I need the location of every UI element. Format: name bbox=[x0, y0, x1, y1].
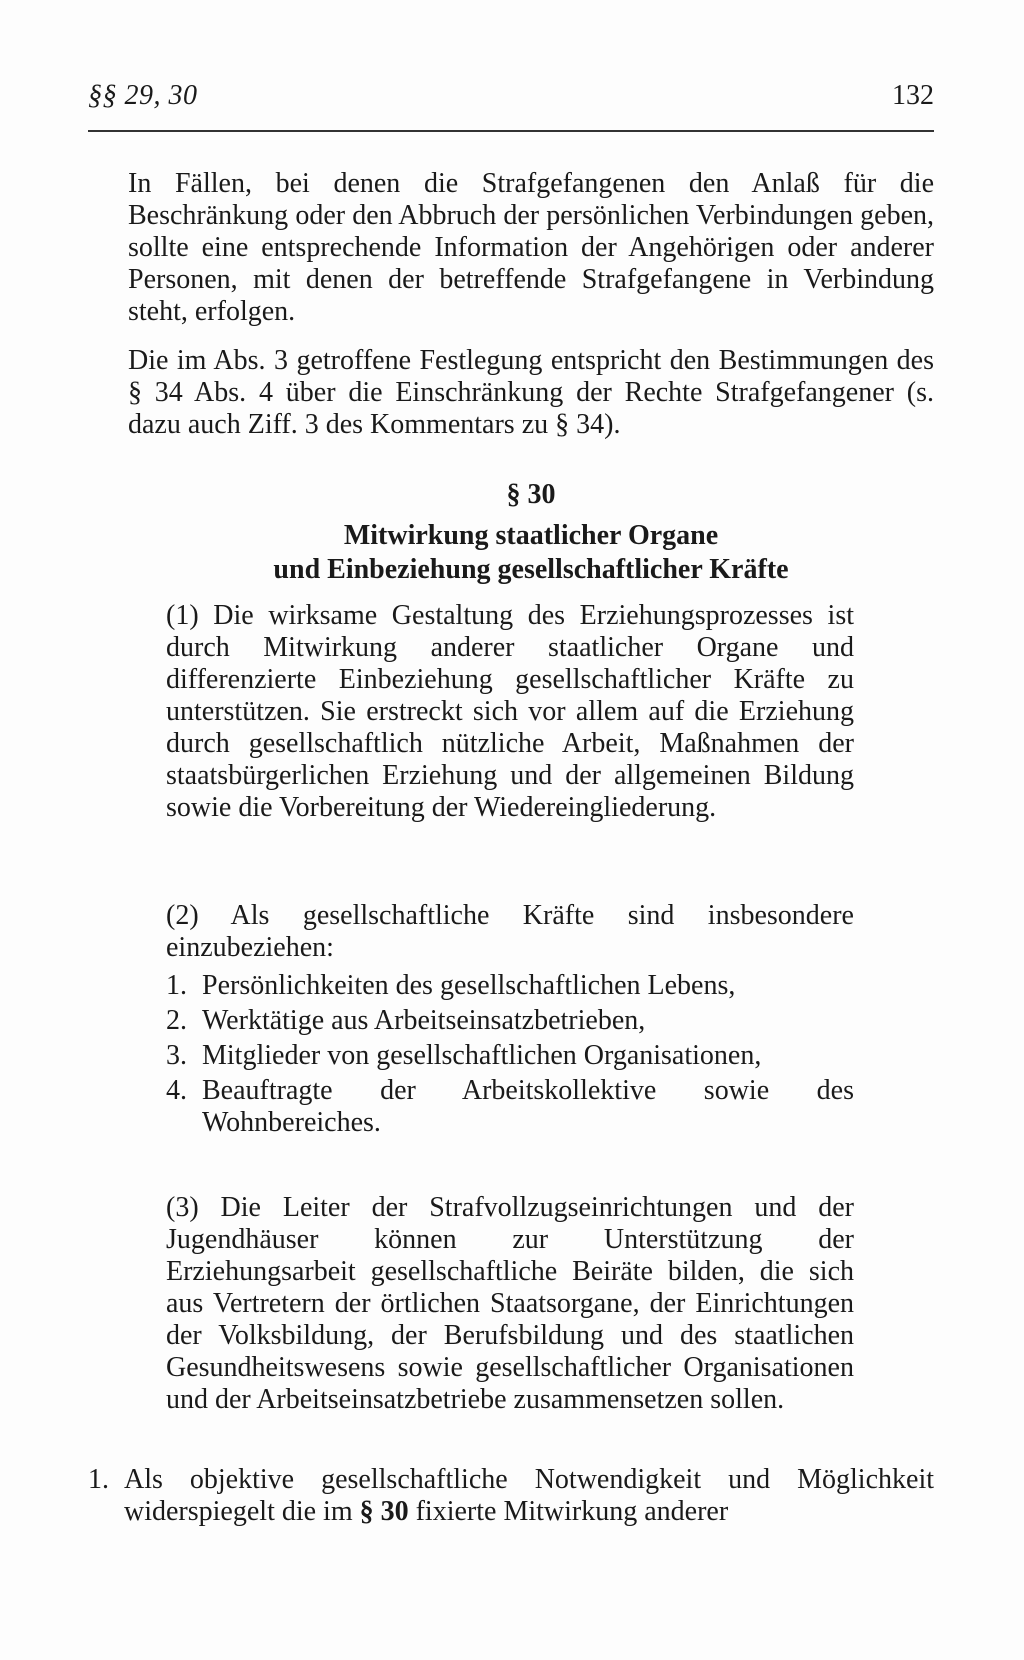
list-item bbox=[166, 1040, 854, 1072]
commentary-text-start: Als objektive gesellschaftliche Notwendigkeit und Möglichkeit widerspiegelt die im bbox=[124, 1464, 934, 1527]
list-item bbox=[166, 1075, 854, 1139]
header-divider bbox=[88, 130, 934, 132]
list-item bbox=[166, 970, 854, 1002]
paragraph-intro: In Fällen, bei denen die Strafgefangenen den Anlaß für die Beschränkung oder den Abbruch der persönlichen Verbindungen geben, sollte eine entsprechende Information der Angehörigen oder anderer Personen, mit denen der betreffende Strafgefangene in Verbindung steht, erfolgen. bbox=[128, 168, 934, 327]
commentary-item bbox=[88, 1464, 934, 1528]
paragraph-reference: Die im Abs. 3 getroffene Festlegung entspricht den Bestimmungen des § 34 Abs. 4 über die Einschränkung der Rechte Strafgefangener (s. dazu auch Ziff. 3 des Kommentars zu § 34). bbox=[128, 345, 934, 440]
section-title-line-2: und Einbeziehung gesellschaftlicher Kräfte bbox=[273, 554, 789, 585]
law-paragraph-1: (1) Die wirksame Gestaltung des Erziehungsprozesses ist durch Mitwirkung anderer staatlicher Organe und differenzierte Einbeziehung gesellschaftlicher Kräfte zu unterstützen. Sie erstreckt sich vor allem auf die Erziehung durch gesellschaftlich nützliche Arbeit, Maßnahmen der staatsbürgerlichen Erziehung und der allgemeinen Bildung sowie die Vorbereitung der Wiedereingliederung. bbox=[166, 600, 854, 823]
list-item-number: 2. bbox=[166, 1005, 187, 1036]
list-item-number: 3. bbox=[166, 1040, 187, 1071]
header-section-reference: §§ 29, 30 bbox=[88, 80, 198, 111]
list-item-text: Mitglieder von gesellschaftlichen Organisationen, bbox=[202, 1040, 762, 1071]
commentary-section-ref: § 30 bbox=[359, 1496, 409, 1527]
page-header bbox=[88, 78, 934, 118]
list-item-text: Beauftragte der Arbeitskollektive sowie des Wohnbereiches. bbox=[202, 1075, 854, 1138]
list-item-number: 4. bbox=[166, 1075, 187, 1106]
commentary-number: 1. bbox=[88, 1464, 109, 1495]
law-paragraph-2-intro: (2) Als gesellschaftliche Kräfte sind insbesondere einzubeziehen: bbox=[166, 900, 854, 963]
list-item-number: 1. bbox=[166, 970, 187, 1001]
list-item-text: Persönlichkeiten des gesellschaftlichen Lebens, bbox=[202, 970, 736, 1001]
commentary-text bbox=[124, 1464, 934, 1528]
list-item-text: Werktätige aus Arbeitseinsatzbetrieben, bbox=[202, 1005, 646, 1036]
commentary-text-end: fixierte Mitwirkung anderer bbox=[415, 1496, 729, 1527]
section-number: § 30 bbox=[506, 479, 556, 510]
page-number: 132 bbox=[892, 80, 934, 111]
law-paragraph-3: (3) Die Leiter der Strafvollzugseinrichtungen und der Jugendhäuser können zur Unterstützung der Erziehungsarbeit gesellschaftliche Beiräte bilden, die sich aus Vertretern der örtlichen Staatsorgane, der Einrichtungen der Volksbildung, der Berufsbildung und des staatlichen Gesundheitswesens sowie gesellschaftlicher Organisationen und der Arbeitseinsatzbetriebe zusammensetzen sollen. bbox=[166, 1192, 854, 1415]
section-title-line-1: Mitwirkung staatlicher Organe bbox=[343, 520, 719, 551]
law-enumeration bbox=[166, 970, 854, 1142]
list-item bbox=[166, 1005, 854, 1037]
